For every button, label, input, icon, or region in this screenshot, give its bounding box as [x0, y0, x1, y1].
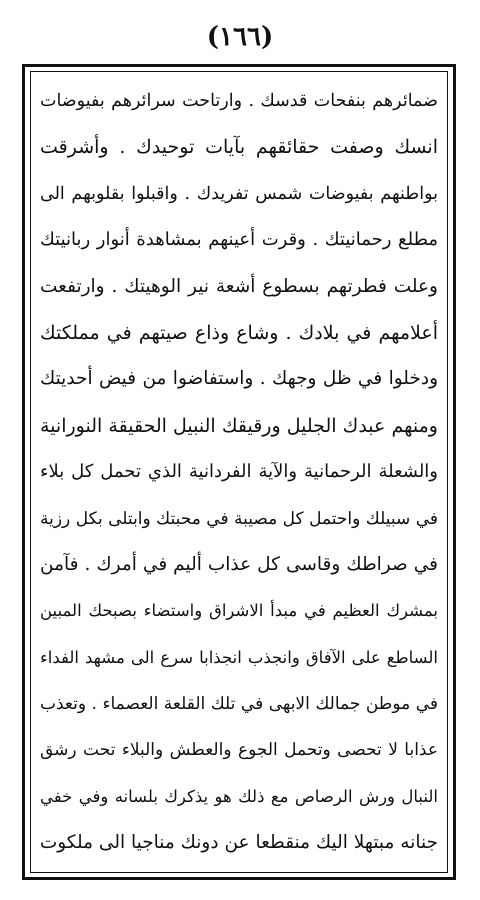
- text-line: ومنهم عبدك الجليل ورقيقك النبيل الحقيقة النورانية: [40, 414, 438, 437]
- text-line: بمشرك العظيم في مبدأ الاشراق واستضاء بصبحك المبين: [40, 601, 438, 621]
- text-line: ودخلوا في ظل وجهك . واستفاضوا من فيض أحديتك: [40, 368, 438, 390]
- text-line: في سبيلك واحتمل كل مصيبة في محبتك وابتلى بكل رزية: [40, 508, 438, 529]
- text-line: انسك وصفت حقائقهم بآيات توحيدك . وأشرقت: [40, 136, 438, 159]
- text-line: عذابا لا تحصى وتحمل الجوع والعطش والبلاء تحت رشق: [40, 740, 438, 761]
- text-line: مطلع رحمانيتك . وقرت أعينهم بمشاهدة أنوار ربانيتك: [40, 229, 438, 251]
- text-line: والشعلة الرحمانية والآية الفردانية الذي تحمل كل بلاء: [40, 461, 438, 483]
- text-line: النبال ورش الرصاص مع ذلك هو يذكرك بلسانه وفي خفي: [40, 786, 438, 806]
- text-line: ضمائرهم بنفحات قدسك . وارتاحت سرائرهم بفيوضات: [40, 91, 438, 111]
- page-number: (١٦٦): [206, 22, 274, 52]
- text-line: في موطن جمالك الابهى في تلك القلعة العصماء . وتعذب: [40, 694, 438, 715]
- text-line: في صراطك وقاسى كل عذاب أليم في أمرك . فآمن: [40, 553, 438, 575]
- text-line: الساطع على الآفاق وانجذب انجذابا سرع الى مشهد الفداء: [40, 647, 438, 667]
- text-line: بواطنهم بفيوضات شمس تفريدك . واقبلوا بقلوبهم الى: [40, 183, 438, 204]
- text-line: وعلت فطرتهم بسطوع أشعة نير الوهيتك . وارتفعت: [40, 275, 438, 297]
- body-text: [40, 78, 438, 868]
- text-line: جنانه مبتهلا اليك منقطعا عن دونك مناجيا الى ملكوت: [40, 832, 438, 854]
- text-line: أعلامهم في بلادك . وشاع وذاع صيتهم في مملكتك: [40, 321, 438, 344]
